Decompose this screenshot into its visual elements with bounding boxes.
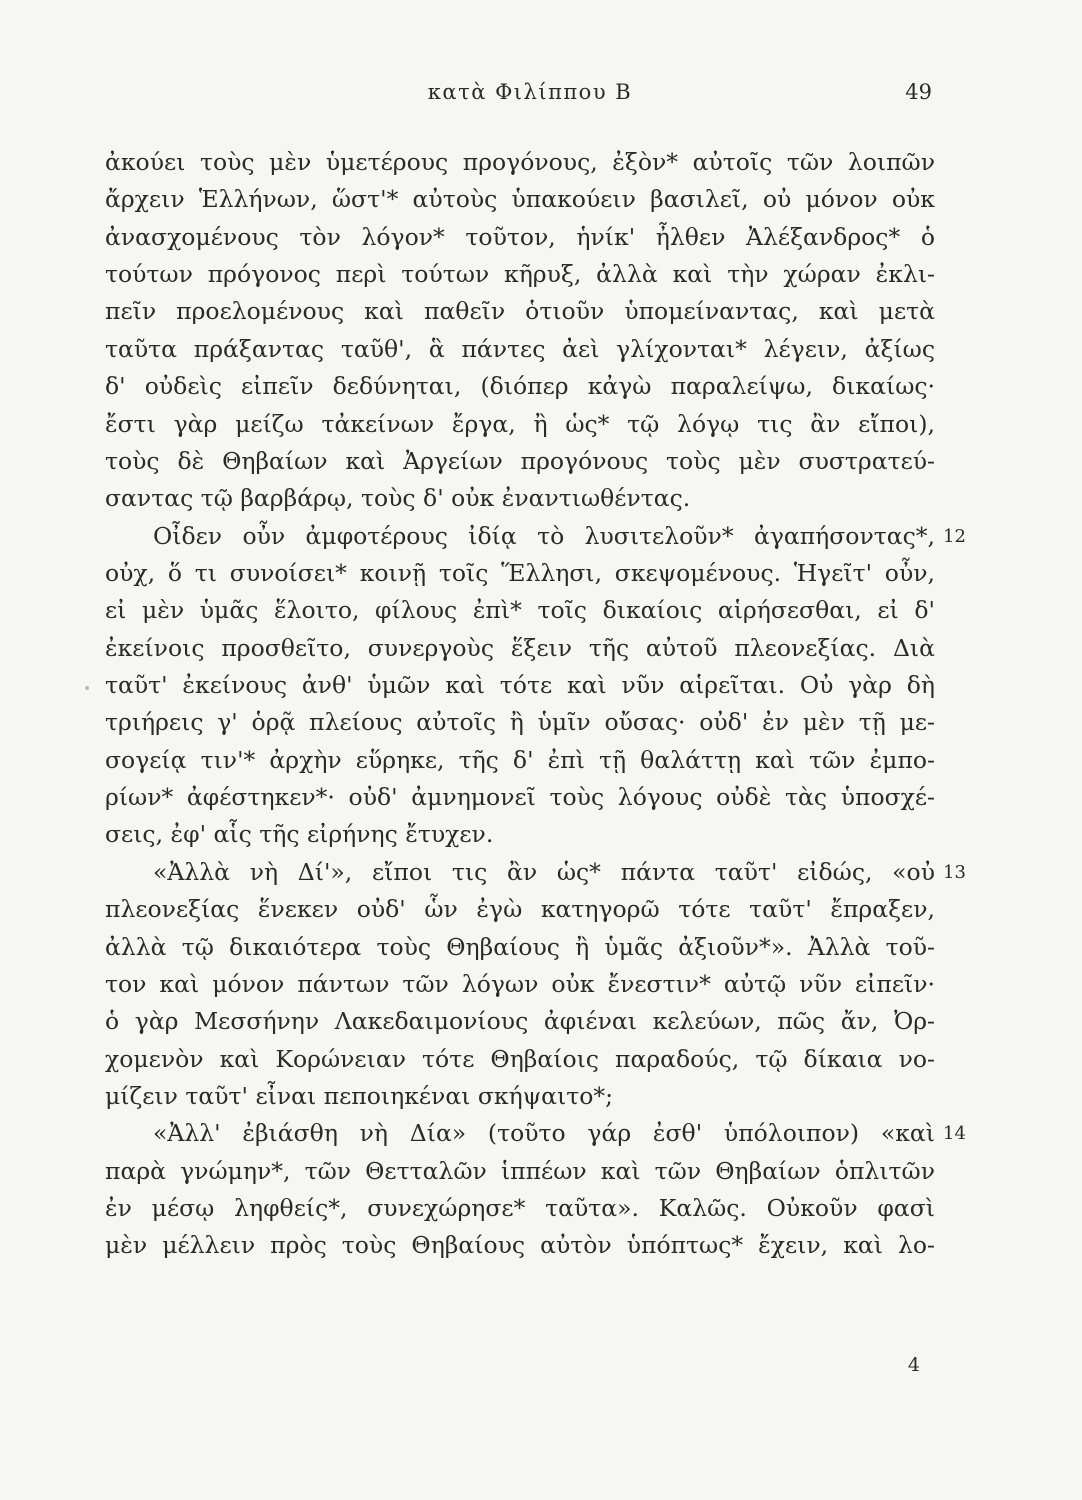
text-line: ταῦτ' ἐκείνους ἀνθ' ὑμῶν καὶ τότε καὶ νῦν αἱρεῖται. Οὐ γὰρ δὴ <box>105 671 935 700</box>
text-line: ἐκείνοις προσθεῖτο, συνεργοὺς ἕξειν τῆς αὐτοῦ πλεονεξίας. Διὰ <box>105 633 935 662</box>
main-text <box>105 144 966 1265</box>
text-line: τούτων πρόγονος περὶ τούτων κῆρυξ, ἀλλὰ καὶ τὴν χώραν ἐκλι- <box>105 260 935 289</box>
text-line: δ' οὐδεὶς εἰπεῖν δεδύνηται, (διόπερ κἀγὼ παραλείψω, δικαίως· <box>105 372 935 401</box>
text-line: «Ἀλλὰ νὴ Δί'», εἴποι τις ἂν ὡς* πάντα ταῦτ' εἰδώς, «οὐ 13 <box>105 854 935 891</box>
signature-mark: 4 <box>907 1354 920 1376</box>
text-line: «Ἀλλ' ἐβιάσθη νὴ Δία» (τοῦτο γάρ ἐσθ' ὑπόλοιπον) «καὶ 14 <box>105 1115 935 1152</box>
text-line: ἄρχειν Ἑλλήνων, ὥστ'* αὐτοὺς ὑπακούειν βασιλεῖ, οὐ μόνον οὐκ <box>105 185 935 214</box>
running-title: κατὰ Φιλίππου Β <box>427 80 633 104</box>
text-line: ἀλλὰ τῷ δικαιότερα τοὺς Θηβαίους ἢ ὑμᾶς ἀξιοῦν*». Ἀλλὰ τοῦ- <box>105 932 935 961</box>
text-line: χομενὸν καὶ Κορώνειαν τότε Θηβαίοις παραδούς, τῷ δίκαια νο- <box>105 1044 935 1073</box>
text-line: οὐχ, ὅ τι συνοίσει* κοινῇ τοῖς Ἕλλησι, σκεψομένους. Ἡγεῖτ' οὖν, <box>105 558 935 587</box>
text-line: τοὺς δὲ Θηβαίων καὶ Ἀργείων προγόνους τοὺς μὲν συστρατεύ- <box>105 446 935 475</box>
section-number: 13 <box>943 861 966 883</box>
section-number: 12 <box>943 525 966 547</box>
margin-speck <box>85 686 89 690</box>
text-line: πεῖν προελομένους καὶ παθεῖν ὁτιοῦν ὑπομείναντας, καὶ μετὰ <box>105 297 935 326</box>
text-line: ἀνασχομένους τὸν λόγον* τοῦτον, ἡνίκ' ἦλθεν Ἀλέξανδρος* ὁ <box>105 222 935 251</box>
text-line: ὁ γὰρ Μεσσήνην Λακεδαιμονίους ἀφιέναι κελεύων, πῶς ἄν, Ὀρ- <box>105 1007 935 1036</box>
text-line: ρίων* ἀφέστηκεν*· οὐδ' ἀμνημονεῖ τοὺς λόγους οὐδὲ τὰς ὑποσχέ- <box>105 783 935 812</box>
text-line: ἐν μέσῳ ληφθείς*, συνεχώρησε* ταῦτα». Καλῶς. Οὐκοῦν φασὶ <box>105 1194 935 1223</box>
page-number: 49 <box>905 80 932 104</box>
text-line: σογείᾳ τιν'* ἀρχὴν εὕρηκε, τῆς δ' ἐπὶ τῇ θαλάττῃ καὶ τῶν ἐμπο- <box>105 745 935 774</box>
text-line: Οἶδεν οὖν ἀμφοτέρους ἰδίᾳ τὸ λυσιτελοῦν* ἀγαπήσοντας*, 12 <box>105 518 935 555</box>
text-line: ἀκούει τοὺς μὲν ὑμετέρους προγόνους, ἐξὸν* αὐτοῖς τῶν λοιπῶν <box>105 148 935 176</box>
text-line: παρὰ γνώμην*, τῶν Θετταλῶν ἱππέων καὶ τῶν Θηβαίων ὁπλιτῶν <box>105 1156 935 1185</box>
text-line: τον καὶ μόνον πάντων τῶν λόγων οὐκ ἔνεστιν* αὐτῷ νῦν εἰπεῖν· <box>105 969 935 998</box>
text-line: σεις, ἐφ' αἷς τῆς εἰρήνης ἔτυχεν. <box>105 820 494 849</box>
text-line: εἰ μὲν ὑμᾶς ἕλοιτο, φίλους ἐπὶ* τοῖς δικαίοις αἱρήσεσθαι, εἰ δ' <box>105 596 935 625</box>
text-line: σαντας τῷ βαρβάρῳ, τοὺς δ' οὐκ ἐναντιωθέντας. <box>105 484 691 513</box>
text-line: τριήρεις γ' ὁρᾷ πλείους αὐτοῖς ἢ ὑμῖν οὔσας· οὐδ' ἐν μὲν τῇ με- <box>105 708 935 737</box>
text-line: πλεονεξίας ἕνεκεν οὐδ' ὧν ἐγὼ κατηγορῶ τότε ταῦτ' ἔπραξεν, <box>105 895 935 924</box>
text-line: μίζειν ταῦτ' εἶναι πεποιηκέναι σκήψαιτο*; <box>105 1081 614 1110</box>
section-number: 14 <box>943 1123 966 1145</box>
text-line: ταῦτα πράξαντας ταῦθ', ἃ πάντες ἀεὶ γλίχονται* λέγειν, ἀξίως <box>105 334 935 363</box>
text-line: ἔστι γὰρ μείζω τἀκείνων ἔργα, ἢ ὡς* τῷ λόγῳ τις ἂν εἴποι), <box>105 409 935 438</box>
text-line: μὲν μέλλειν πρὸς τοὺς Θηβαίους αὐτὸν ὑπόπτως* ἔχειν, καὶ λο- <box>105 1231 935 1260</box>
